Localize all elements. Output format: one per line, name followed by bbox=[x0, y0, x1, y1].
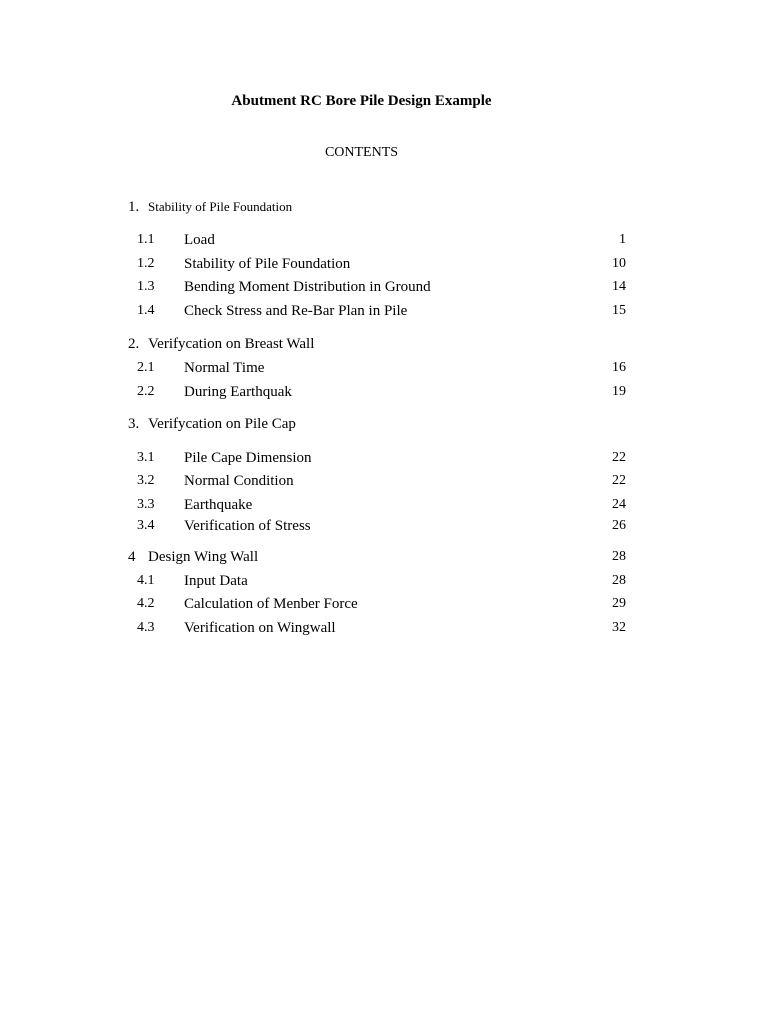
toc-item-3-4[interactable] bbox=[0, 517, 768, 535]
toc-item-2-2[interactable] bbox=[0, 383, 768, 401]
section-title: Design Wing Wall bbox=[148, 549, 259, 565]
item-title: Verification of Stress bbox=[184, 518, 311, 534]
item-page: 1 bbox=[619, 232, 626, 247]
item-number: 3.2 bbox=[137, 473, 155, 488]
toc-section-1[interactable] bbox=[0, 198, 768, 216]
toc-item-4-1[interactable] bbox=[0, 572, 768, 590]
toc-item-3-1[interactable] bbox=[0, 449, 768, 467]
item-page: 14 bbox=[612, 279, 626, 294]
item-number: 4.3 bbox=[137, 620, 155, 635]
toc-item-2-1[interactable] bbox=[0, 359, 768, 377]
toc-item-1-4[interactable] bbox=[0, 302, 768, 320]
toc-item-1-3[interactable] bbox=[0, 278, 768, 296]
toc-item-4-2[interactable] bbox=[0, 595, 768, 613]
section-number: 2. bbox=[128, 336, 140, 352]
item-page: 16 bbox=[612, 360, 626, 375]
item-number: 3.3 bbox=[137, 497, 155, 512]
item-title: Pile Cape Dimension bbox=[184, 450, 312, 466]
item-title: Normal Time bbox=[184, 360, 265, 376]
toc-section-2[interactable] bbox=[0, 335, 768, 353]
item-page: 22 bbox=[612, 473, 626, 488]
item-title: During Earthquak bbox=[184, 384, 292, 400]
section-page: 28 bbox=[612, 549, 626, 564]
item-title: Stability of Pile Foundation bbox=[184, 256, 351, 272]
item-number: 1.3 bbox=[137, 279, 155, 294]
section-title: Stability of Pile Foundation bbox=[148, 199, 293, 214]
toc-item-1-1[interactable] bbox=[0, 231, 768, 249]
item-page: 28 bbox=[612, 573, 626, 588]
item-title: Check Stress and Re-Bar Plan in Pile bbox=[184, 303, 408, 319]
item-page: 24 bbox=[612, 497, 626, 512]
item-number: 1.2 bbox=[137, 256, 155, 271]
item-title: Bending Moment Distribution in Ground bbox=[184, 279, 431, 295]
item-page: 10 bbox=[612, 256, 626, 271]
item-page: 26 bbox=[612, 518, 626, 533]
item-number: 2.2 bbox=[137, 384, 155, 399]
contents-heading: CONTENTS bbox=[324, 145, 399, 160]
item-title: Input Data bbox=[184, 573, 248, 589]
toc-section-3[interactable] bbox=[0, 415, 768, 433]
item-page: 22 bbox=[612, 450, 626, 465]
item-title: Normal Condition bbox=[184, 473, 294, 489]
item-number: 2.1 bbox=[137, 360, 155, 375]
section-number: 3. bbox=[128, 416, 140, 432]
toc-item-4-3[interactable] bbox=[0, 619, 768, 637]
item-number: 3.4 bbox=[137, 518, 155, 533]
item-title: Verification on Wingwall bbox=[184, 620, 336, 636]
toc-item-3-3[interactable] bbox=[0, 496, 768, 514]
section-title: Verifycation on Breast Wall bbox=[148, 336, 315, 352]
section-title: Verifycation on Pile Cap bbox=[148, 416, 296, 432]
item-title: Earthquake bbox=[184, 497, 253, 513]
item-page: 15 bbox=[612, 303, 626, 318]
item-page: 19 bbox=[612, 384, 626, 399]
item-number: 1.1 bbox=[137, 232, 155, 247]
item-number: 1.4 bbox=[137, 303, 155, 318]
section-number: 1. bbox=[128, 199, 140, 215]
toc-item-3-2[interactable] bbox=[0, 472, 768, 490]
item-number: 4.2 bbox=[137, 596, 155, 611]
item-number: 4.1 bbox=[137, 573, 155, 588]
item-title: Load bbox=[184, 232, 215, 248]
document-title: Abutment RC Bore Pile Design Example bbox=[231, 93, 492, 109]
item-number: 3.1 bbox=[137, 450, 155, 465]
toc-section-4[interactable] bbox=[0, 548, 768, 566]
toc-item-1-2[interactable] bbox=[0, 255, 768, 273]
section-number: 4 bbox=[128, 549, 136, 565]
item-title: Calculation of Menber Force bbox=[184, 596, 358, 612]
item-page: 29 bbox=[612, 596, 626, 611]
item-page: 32 bbox=[612, 620, 626, 635]
